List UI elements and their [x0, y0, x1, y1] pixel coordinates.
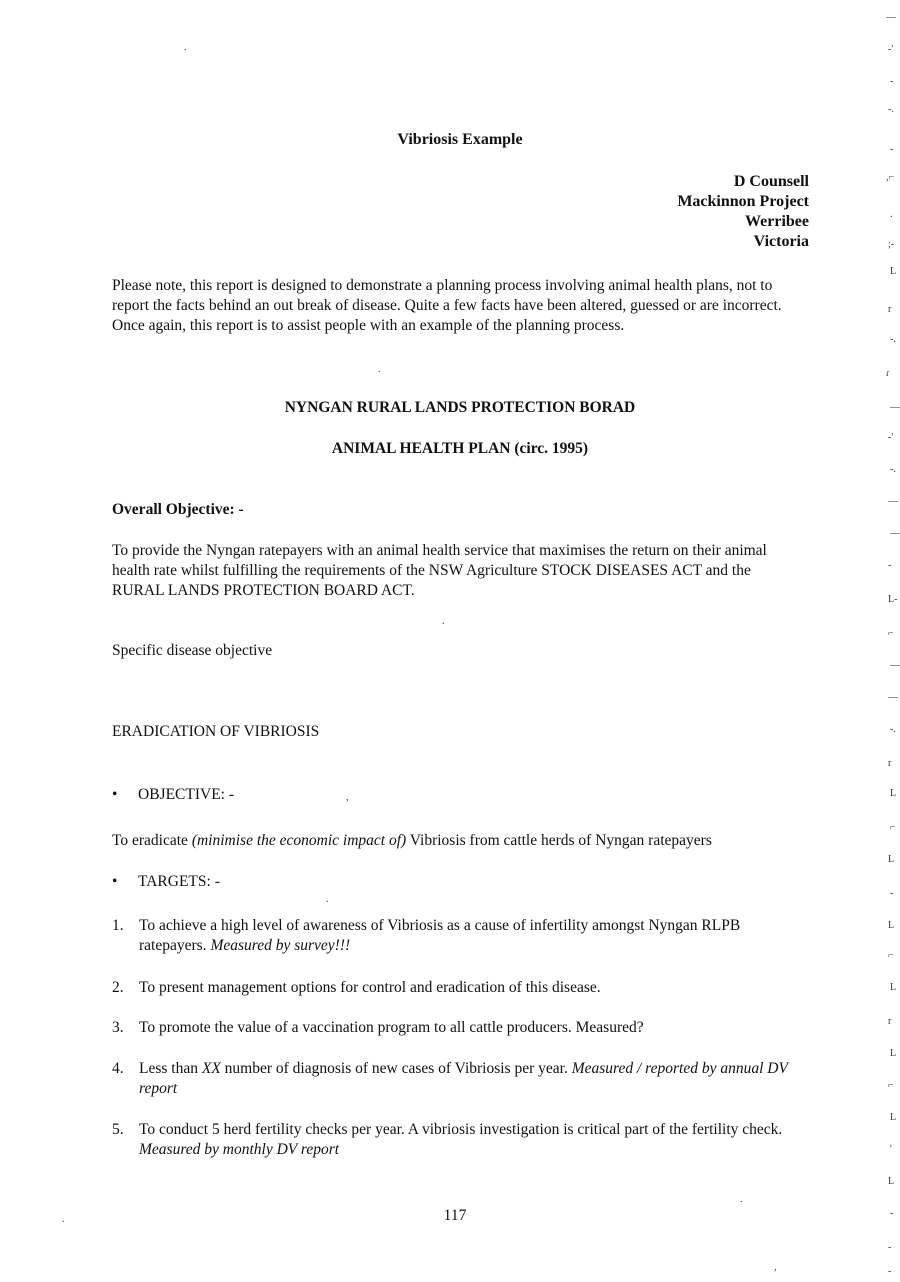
author-name: D Counsell: [733, 173, 809, 190]
specific-objective-label: Specific disease objective: [112, 642, 273, 659]
bullet-icon: •: [112, 873, 118, 890]
objective-text: [112, 831, 832, 851]
objective-text-end: Vibriosis from cattle herds of Nyngan ratepayers: [406, 832, 712, 849]
objective-text-start: To eradicate: [112, 832, 192, 849]
target-text: To promote the value of a vaccination program to all cattle producers. Measured?: [139, 1019, 644, 1036]
target-text: To present management options for control and eradication of this disease.: [139, 979, 601, 996]
target-number: 2.: [112, 979, 124, 996]
page-number: 117: [443, 1207, 467, 1224]
objective-bullet-item: [112, 785, 234, 805]
eradication-heading: ERADICATION OF VIBRIOSIS: [112, 723, 320, 740]
disclaimer-paragraph: Please note, this report is designed to demonstrate a planning process involving animal health plans, not to report the facts behind an out break of disease. Quite a few facts have been altered, guessed or are incorrect. Once again, this report is to assist people with an example of the planning process.: [112, 277, 782, 334]
document-title: Vibriosis Example: [397, 131, 523, 148]
objective-text-italic: (minimise the economic impact of): [191, 832, 407, 849]
author-state: Victoria: [753, 233, 809, 250]
board-heading: NYNGAN RURAL LANDS PROTECTION BORAD: [284, 399, 636, 416]
target-number: 5.: [112, 1121, 124, 1138]
target-number: 3.: [112, 1019, 124, 1036]
author-organisation: Mackinnon Project: [677, 193, 809, 210]
target-text: To achieve a high level of awareness of Vibriosis as a cause of infertility amongst Nyngan RLPB ratepayers. Measured by survey!!!: [139, 917, 741, 954]
plan-heading: ANIMAL HEALTH PLAN (circ. 1995): [331, 440, 589, 457]
author-block: [677, 172, 809, 252]
bullet-icon: •: [112, 786, 118, 803]
targets-label: TARGETS: -: [138, 873, 220, 890]
overall-objective-text: To provide the Nyngan ratepayers with an animal health service that maximises the return on their animal health rate whilst fulfilling the requirements of the NSW Agriculture STOCK DISEASES ACT and the RURAL LANDS PROTECTION BOARD ACT.: [112, 542, 767, 599]
overall-objective-heading: Overall Objective: -: [112, 501, 244, 518]
objective-label: OBJECTIVE: -: [138, 786, 235, 803]
target-text: To conduct 5 herd fertility checks per year. A vibriosis investigation is critical part of the fertility check. Measured by monthly DV report: [139, 1121, 783, 1158]
author-place: Werribee: [745, 213, 809, 230]
target-number: 1.: [112, 917, 124, 934]
targets-bullet-item: [112, 872, 220, 892]
target-number: 4.: [112, 1060, 124, 1077]
target-text: Less than XX number of diagnosis of new cases of Vibriosis per year. Measured / reported by annual DV report: [139, 1060, 788, 1097]
